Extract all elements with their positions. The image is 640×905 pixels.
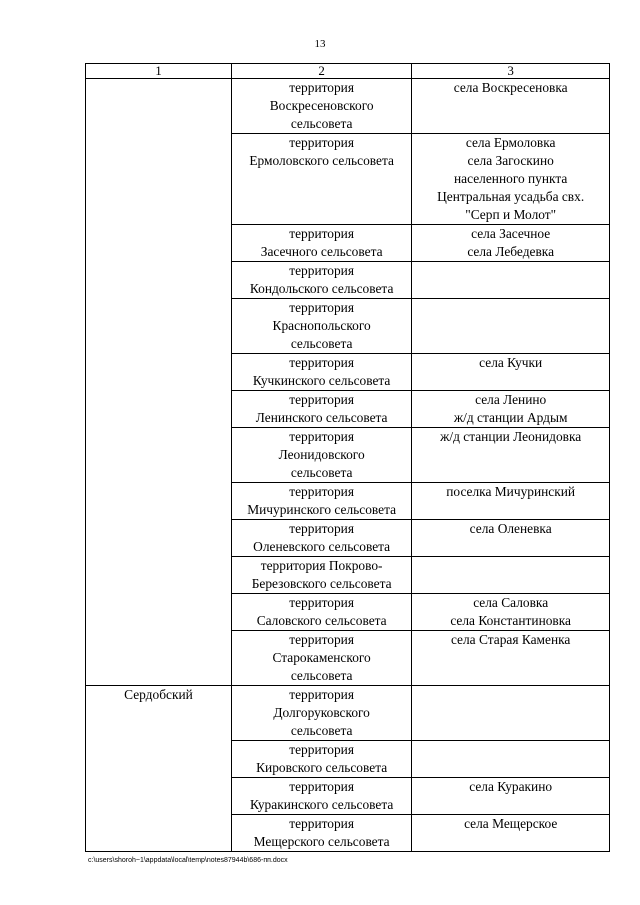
settlements-cell <box>412 594 610 631</box>
territory-line: Засечного сельсовета <box>260 244 383 259</box>
territory-cell <box>231 594 411 631</box>
territory-line: Старокаменского <box>272 650 371 665</box>
territory-cell <box>231 354 411 391</box>
territory-line: Куракинского сельсовета <box>249 797 394 812</box>
territory-line: территория <box>289 816 355 831</box>
settlement-line: села Константиновка <box>450 613 571 628</box>
table-header-row <box>86 64 610 79</box>
settlement-line: Центральная усадьба свх. <box>437 189 585 204</box>
table-row <box>86 79 610 134</box>
settlement-line: села Ермоловка <box>465 135 556 150</box>
settlement-line: села Старая Каменка <box>450 632 571 647</box>
territory-line: территория <box>289 392 355 407</box>
territory-line: сельсовета <box>290 465 353 480</box>
territory-cell <box>231 483 411 520</box>
settlements-cell <box>412 354 610 391</box>
territory-line: Березовского сельсовета <box>251 576 392 591</box>
file-path-footer: c:\users\shoroh~1\appdata\local\temp\notes87944b\686-пп.docx <box>88 857 288 864</box>
territory-line: сельсовета <box>290 336 353 351</box>
territory-line: Мещерского сельсовета <box>253 834 390 849</box>
table-row <box>86 686 610 741</box>
territory-cell <box>231 134 411 225</box>
settlements-cell <box>412 631 610 686</box>
territory-cell <box>231 815 411 852</box>
settlements-cell <box>412 79 610 134</box>
territory-line: территория <box>289 484 355 499</box>
settlements-cell <box>412 299 610 354</box>
territory-line: территория <box>289 300 355 315</box>
settlement-line: села Мещерское <box>464 816 558 831</box>
territory-line: территория <box>289 80 355 95</box>
settlements-cell <box>412 778 610 815</box>
territory-cell <box>231 428 411 483</box>
settlement-line: села Кучки <box>479 355 543 370</box>
territory-line: Мичуринского сельсовета <box>247 502 397 517</box>
header-cell-3: 3 <box>412 64 610 79</box>
settlement-line: села Саловка <box>473 595 549 610</box>
settlements-cell <box>412 520 610 557</box>
territory-line: территория <box>289 135 355 150</box>
settlements-cell <box>412 741 610 778</box>
territory-line: территория Покрово- <box>260 558 383 573</box>
settlement-line: населенного пункта <box>454 171 568 186</box>
settlement-line: села Ленино <box>475 392 547 407</box>
district-cell <box>86 79 232 686</box>
settlements-table <box>85 63 610 852</box>
territory-line: Кучкинского сельсовета <box>252 373 391 388</box>
settlements-cell <box>412 557 610 594</box>
settlement-line: поселка Мичуринский <box>446 484 576 499</box>
territory-cell <box>231 262 411 299</box>
settlements-cell <box>412 428 610 483</box>
territory-line: территория <box>289 355 355 370</box>
settlements-cell <box>412 262 610 299</box>
territory-line: Оленевского сельсовета <box>253 539 391 554</box>
territory-line: Краснопольского <box>272 318 371 333</box>
settlement-line: села Куракино <box>469 779 553 794</box>
settlement-line: ж/д станции Леонидовка <box>440 429 582 444</box>
territory-line: Кондольского сельсовета <box>249 281 394 296</box>
territory-cell <box>231 225 411 262</box>
territory-line: Леонидовского <box>278 447 365 462</box>
settlement-line: села Загоскино <box>467 153 554 168</box>
territory-line: сельсовета <box>290 723 353 738</box>
territory-line: территория <box>289 687 355 702</box>
header-cell-2: 2 <box>231 64 411 79</box>
settlements-cell <box>412 815 610 852</box>
territory-line: Воскресеновского <box>269 98 374 113</box>
settlement-line: села Засечное <box>471 226 551 241</box>
settlements-cell <box>412 686 610 741</box>
territory-cell <box>231 741 411 778</box>
territory-line: территория <box>289 742 355 757</box>
territory-line: сельсовета <box>290 668 353 683</box>
territory-line: Ермоловского сельсовета <box>249 153 394 168</box>
header-cell-1: 1 <box>86 64 232 79</box>
settlements-cell <box>412 483 610 520</box>
territory-cell <box>231 520 411 557</box>
settlement-line: села Воскресеновка <box>453 80 568 95</box>
territory-cell <box>231 299 411 354</box>
settlements-cell <box>412 134 610 225</box>
territory-line: территория <box>289 226 355 241</box>
territory-line: Ленинского сельсовета <box>255 410 388 425</box>
settlements-cell <box>412 391 610 428</box>
territory-line: Кировского сельсовета <box>256 760 388 775</box>
territory-line: территория <box>289 263 355 278</box>
settlement-line: ж/д станции Ардым <box>453 410 568 425</box>
settlements-cell <box>412 225 610 262</box>
territory-line: территория <box>289 595 355 610</box>
territory-line: Долгоруковского <box>273 705 370 720</box>
district-cell: Сердобский <box>86 686 232 852</box>
territory-line: сельсовета <box>290 116 353 131</box>
settlement-line: "Серп и Молот" <box>465 207 557 222</box>
territory-line: Саловского сельсовета <box>256 613 387 628</box>
settlement-line: села Лебедевка <box>467 244 555 259</box>
territory-line: территория <box>289 779 355 794</box>
territory-line: территория <box>289 632 355 647</box>
table-body <box>86 64 610 852</box>
territory-cell <box>231 631 411 686</box>
territory-cell <box>231 686 411 741</box>
page-number: 13 <box>314 38 326 50</box>
territory-cell <box>231 778 411 815</box>
territory-cell <box>231 391 411 428</box>
territory-line: территория <box>289 521 355 536</box>
territory-line: территория <box>289 429 355 444</box>
settlement-line: села Оленевка <box>469 521 552 536</box>
territory-cell <box>231 557 411 594</box>
territory-cell <box>231 79 411 134</box>
